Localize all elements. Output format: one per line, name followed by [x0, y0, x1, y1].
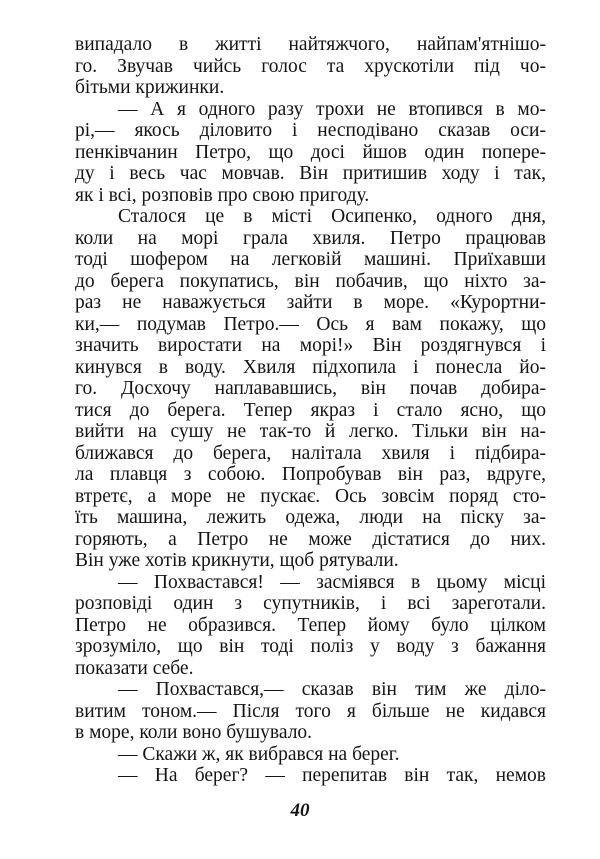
text-line: коли на морі грала хвиля. Петро працював — [75, 227, 546, 249]
text-line: — Похвастався! — засміявся в цьому місці — [118, 571, 546, 593]
text-line: значить виростати на морі!» Він роздягнувся і — [75, 335, 546, 356]
paragraph — [75, 679, 546, 744]
text-line: тоді шофером на легковій машині. Приїхавши — [75, 249, 546, 270]
text-line: пенківчанин Петро, що досі йшов один попере- — [75, 141, 546, 163]
text-line: го. Досхочу наплававшись, він почав добира- — [75, 378, 546, 399]
text-line: тися до берега. Тепер якраз і стало ясно, що — [75, 399, 546, 421]
text-line: Він уже хотів крикнути, щоб рятували. — [75, 550, 399, 571]
text-line: — На берег? — перепитав він так, немов — [118, 765, 546, 786]
text-line: розповіді один з супутників, і всі зареготали. — [75, 593, 546, 614]
text-line: ла плавця з собою. Попробував він раз, вдруге, — [75, 464, 546, 485]
paragraph — [75, 99, 546, 207]
text-line: рі,— якось діловито і несподівано сказав оси- — [75, 120, 546, 141]
paragraph — [75, 765, 546, 787]
text-line: — А я одного разу трохи не втопився в мо- — [118, 98, 546, 120]
text-line: втретє, а море не пускає. Ось зовсім поряд сто- — [75, 485, 546, 507]
paragraph — [75, 744, 546, 766]
text-line: раз не наважується зайти в море. «Курортни- — [75, 292, 546, 313]
text-line: — Скажи ж, як вибрався на берег. — [118, 743, 400, 765]
text-line: Сталося це в місті Осипенко, одного дня, — [118, 206, 546, 227]
text-line: в море, коли воно бушувало. — [75, 722, 313, 743]
text-line: їть машина, лежить одежа, люди на піску за- — [75, 507, 546, 528]
text-line: Петро не образився. Тепер йому було цілком — [75, 614, 546, 636]
paragraph — [75, 572, 546, 680]
paragraph — [75, 206, 546, 572]
text-line: — Похвастався,— сказав він тим же діло- — [118, 679, 546, 700]
text-line: до берега покупатись, він побачив, що ніхто за- — [75, 270, 546, 292]
text-line: го. Звучав чийсь голос та хрускотіли під чо- — [75, 55, 546, 77]
paragraph — [75, 34, 546, 99]
text-line: як і всі, розповів про свою пригоду. — [75, 184, 370, 206]
text-line: вийти на сушу не так-то й легко. Тільки він на- — [75, 421, 546, 442]
text-line: показати себе. — [75, 657, 194, 679]
text-line: горяють, а Петро не може дістатися до них. — [75, 528, 546, 550]
book-text — [75, 34, 546, 787]
text-line: зрозуміло, що він тоді поліз у воду з бажання — [75, 636, 546, 657]
text-line: витим тоном.— Після того я більше не кидався — [75, 700, 546, 722]
text-line: ки,— подумав Петро.— Ось я вам покажу, що — [75, 313, 546, 335]
text-line: ближався до берега, налітала хвиля і підбира- — [75, 442, 546, 464]
text-line: бітьми крижинки. — [75, 77, 225, 98]
text-line: випадало в житті найтяжчого, найпам'ятнішо- — [75, 34, 546, 55]
text-line: ду і весь час мовчав. Він притишив ходу і так, — [75, 163, 546, 184]
page-number: 40 — [290, 800, 310, 821]
text-line: кинувся в воду. Хвиля підхопила і понесла йо- — [75, 356, 546, 378]
